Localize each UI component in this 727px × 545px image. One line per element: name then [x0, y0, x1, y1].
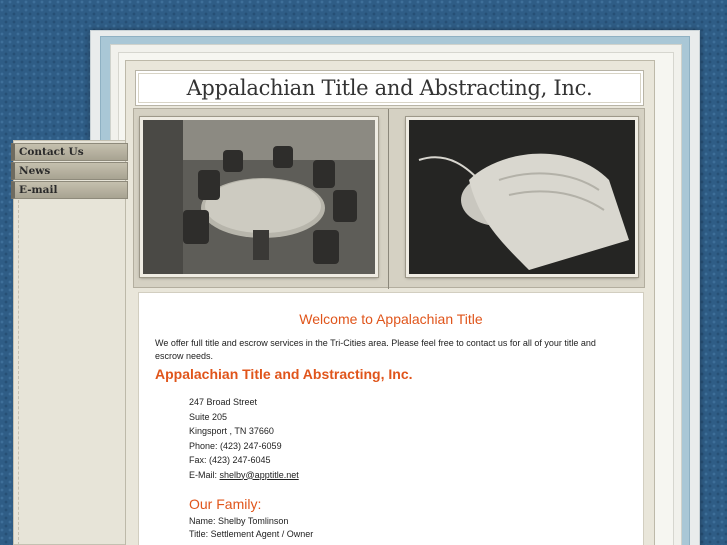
intro-text: We offer full title and escrow services in the Tri-Cities area. Please feel free to contact us for all of your title and escrow needs.	[155, 338, 596, 361]
family-block	[189, 515, 313, 541]
address-email-row	[189, 468, 299, 483]
address-street: 247 Broad Street	[189, 397, 258, 407]
photo-banner	[133, 108, 645, 288]
welcome-heading: Welcome to Appalachian Title	[299, 311, 483, 327]
nav-item-news[interactable]: News	[11, 162, 128, 180]
address-fax: Fax: (423) 247-6045	[189, 455, 271, 465]
address-city: Kingsport , TN 37660	[189, 426, 274, 436]
site-title: Appalachian Title and Abstracting, Inc.	[186, 76, 593, 100]
company-name: Appalachian Title and Abstracting, Inc.	[155, 366, 413, 382]
address-block	[189, 395, 299, 482]
sidebar	[13, 140, 129, 545]
conference-room-image	[143, 120, 375, 274]
hand-on-mouse-photo	[406, 117, 638, 277]
content-area	[138, 292, 644, 545]
conference-room-photo	[140, 117, 378, 277]
email-link[interactable]: shelby@apptitle.net	[219, 469, 299, 480]
hand-mouse-image	[409, 120, 635, 274]
address-phone: Phone: (423) 247-6059	[189, 440, 282, 451]
family-title: Title: Settlement Agent / Owner	[189, 529, 314, 539]
address-suite: Suite 205	[189, 411, 228, 422]
sidebar-dashed-line	[18, 200, 19, 545]
nav-item-email[interactable]: E-mail	[11, 181, 128, 199]
family-name: Name: Shelby Tomlinson	[189, 516, 289, 526]
site-header	[135, 70, 644, 106]
family-heading: Our Family:	[189, 496, 262, 512]
email-label: E-Mail:	[189, 469, 218, 480]
nav-item-contact-us[interactable]: Contact Us	[11, 143, 128, 161]
photo-divider	[388, 109, 389, 289]
